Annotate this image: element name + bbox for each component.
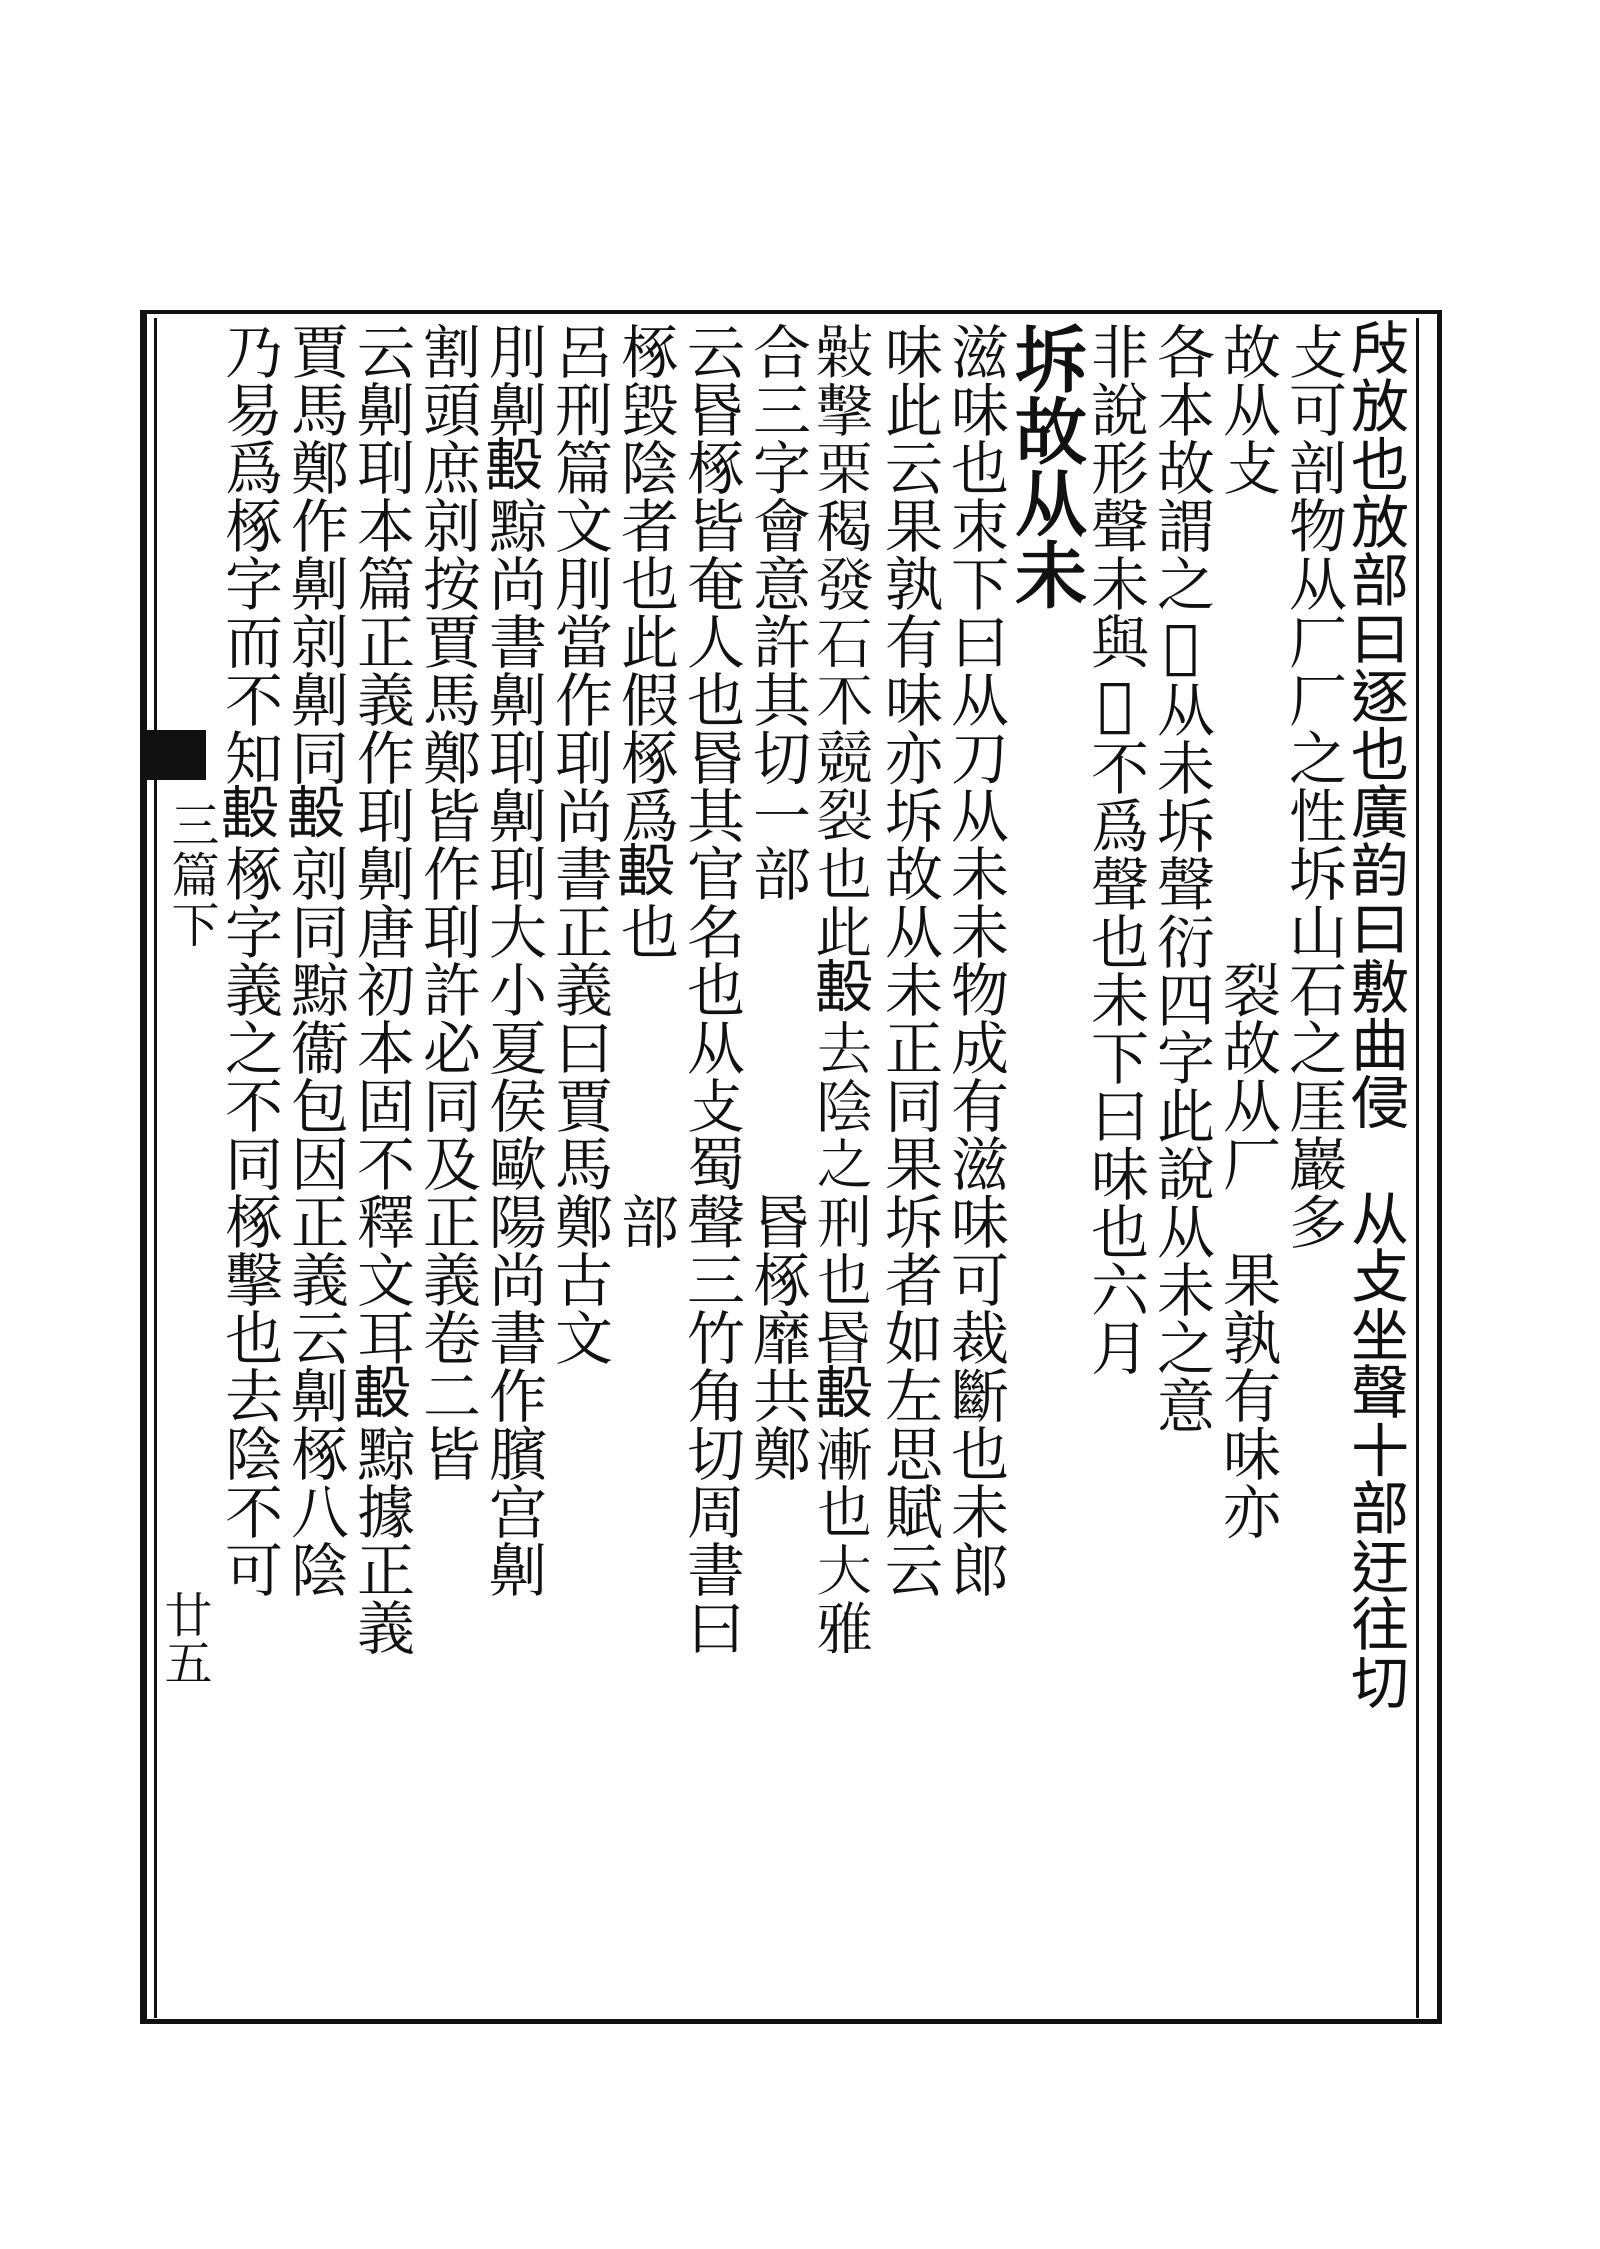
text-block [215, 322, 1413, 2012]
text-column-2: 攴可剖物从厂厂之性坼山石之厓巖多 [1279, 322, 1347, 1250]
text-column-8: 味此云果孰有味亦坼故从未正同果坼者如左思賦云 [875, 322, 943, 1598]
text-column-11: 云昬椓皆奄人也昬其官名也从攴蜀聲三竹角切周書曰 [677, 322, 745, 1656]
text-column-12: 椓毀陰者也此假椓爲𣪠也 部 [611, 322, 679, 1250]
text-column-6: 坼故从未 [1003, 322, 1088, 610]
text-column-13: 呂刑篇文刖當作刵尚書正義曰賈馬鄭古文 [545, 322, 613, 1366]
fish-tail-mark [146, 730, 206, 780]
frame-inner-rule-right [1416, 318, 1419, 2018]
text-column-16: 云劓刵本篇正義作刵劓唐初本固不釋文耳𣪠黥據正義 [347, 322, 415, 1656]
text-column-10: 合三字會意許其切一部 昬椓靡共鄭 [743, 322, 811, 1482]
banxin-page-number: 廿五 [156, 1590, 212, 1686]
text-column-3: 故从攴 裂故从厂 果孰有味亦 [1213, 322, 1281, 1540]
frame-inner-rule-left [154, 318, 157, 2018]
text-column-1: 𢻻放也放部曰逐也廣韵曰敷曲侵 从攴坐聲十部迂往切 [1345, 322, 1413, 1714]
banxin-title: 三篇下 [163, 800, 219, 950]
text-column-5: 非說形聲未與𡜏不爲聲也未下曰味也六月 [1081, 322, 1149, 1376]
text-column-14: 刖劓𣪠黥尚書劓刵劓刵大小夏侯歐陽尚書作臏宫劓 [479, 322, 547, 1598]
text-column-18: 乃易爲椓字而不知𣪠椓字義之不同椓擊也去陰不可 [215, 322, 283, 1598]
text-column-4: 各本故謂之𡜏从未坼聲衍四字此說从未之意 [1147, 322, 1215, 1434]
text-column-9: 𢿾擊栗䅥發石𣎴競裂也此𣪠去陰之刑也昬𣪠漸也大雅 [809, 322, 877, 1656]
text-column-15: 割頭庶剠按賈馬鄭皆作刵許必同及正義卷二皆 [413, 322, 481, 1482]
text-column-7: 滋味也朿下曰从刀从未未物成有滋味可裁斷也未郎 [941, 322, 1009, 1598]
text-column-17: 賈馬鄭作劓剠劓同𣪠剠同黥衞包因正義云劓椓八陰 [281, 322, 349, 1598]
